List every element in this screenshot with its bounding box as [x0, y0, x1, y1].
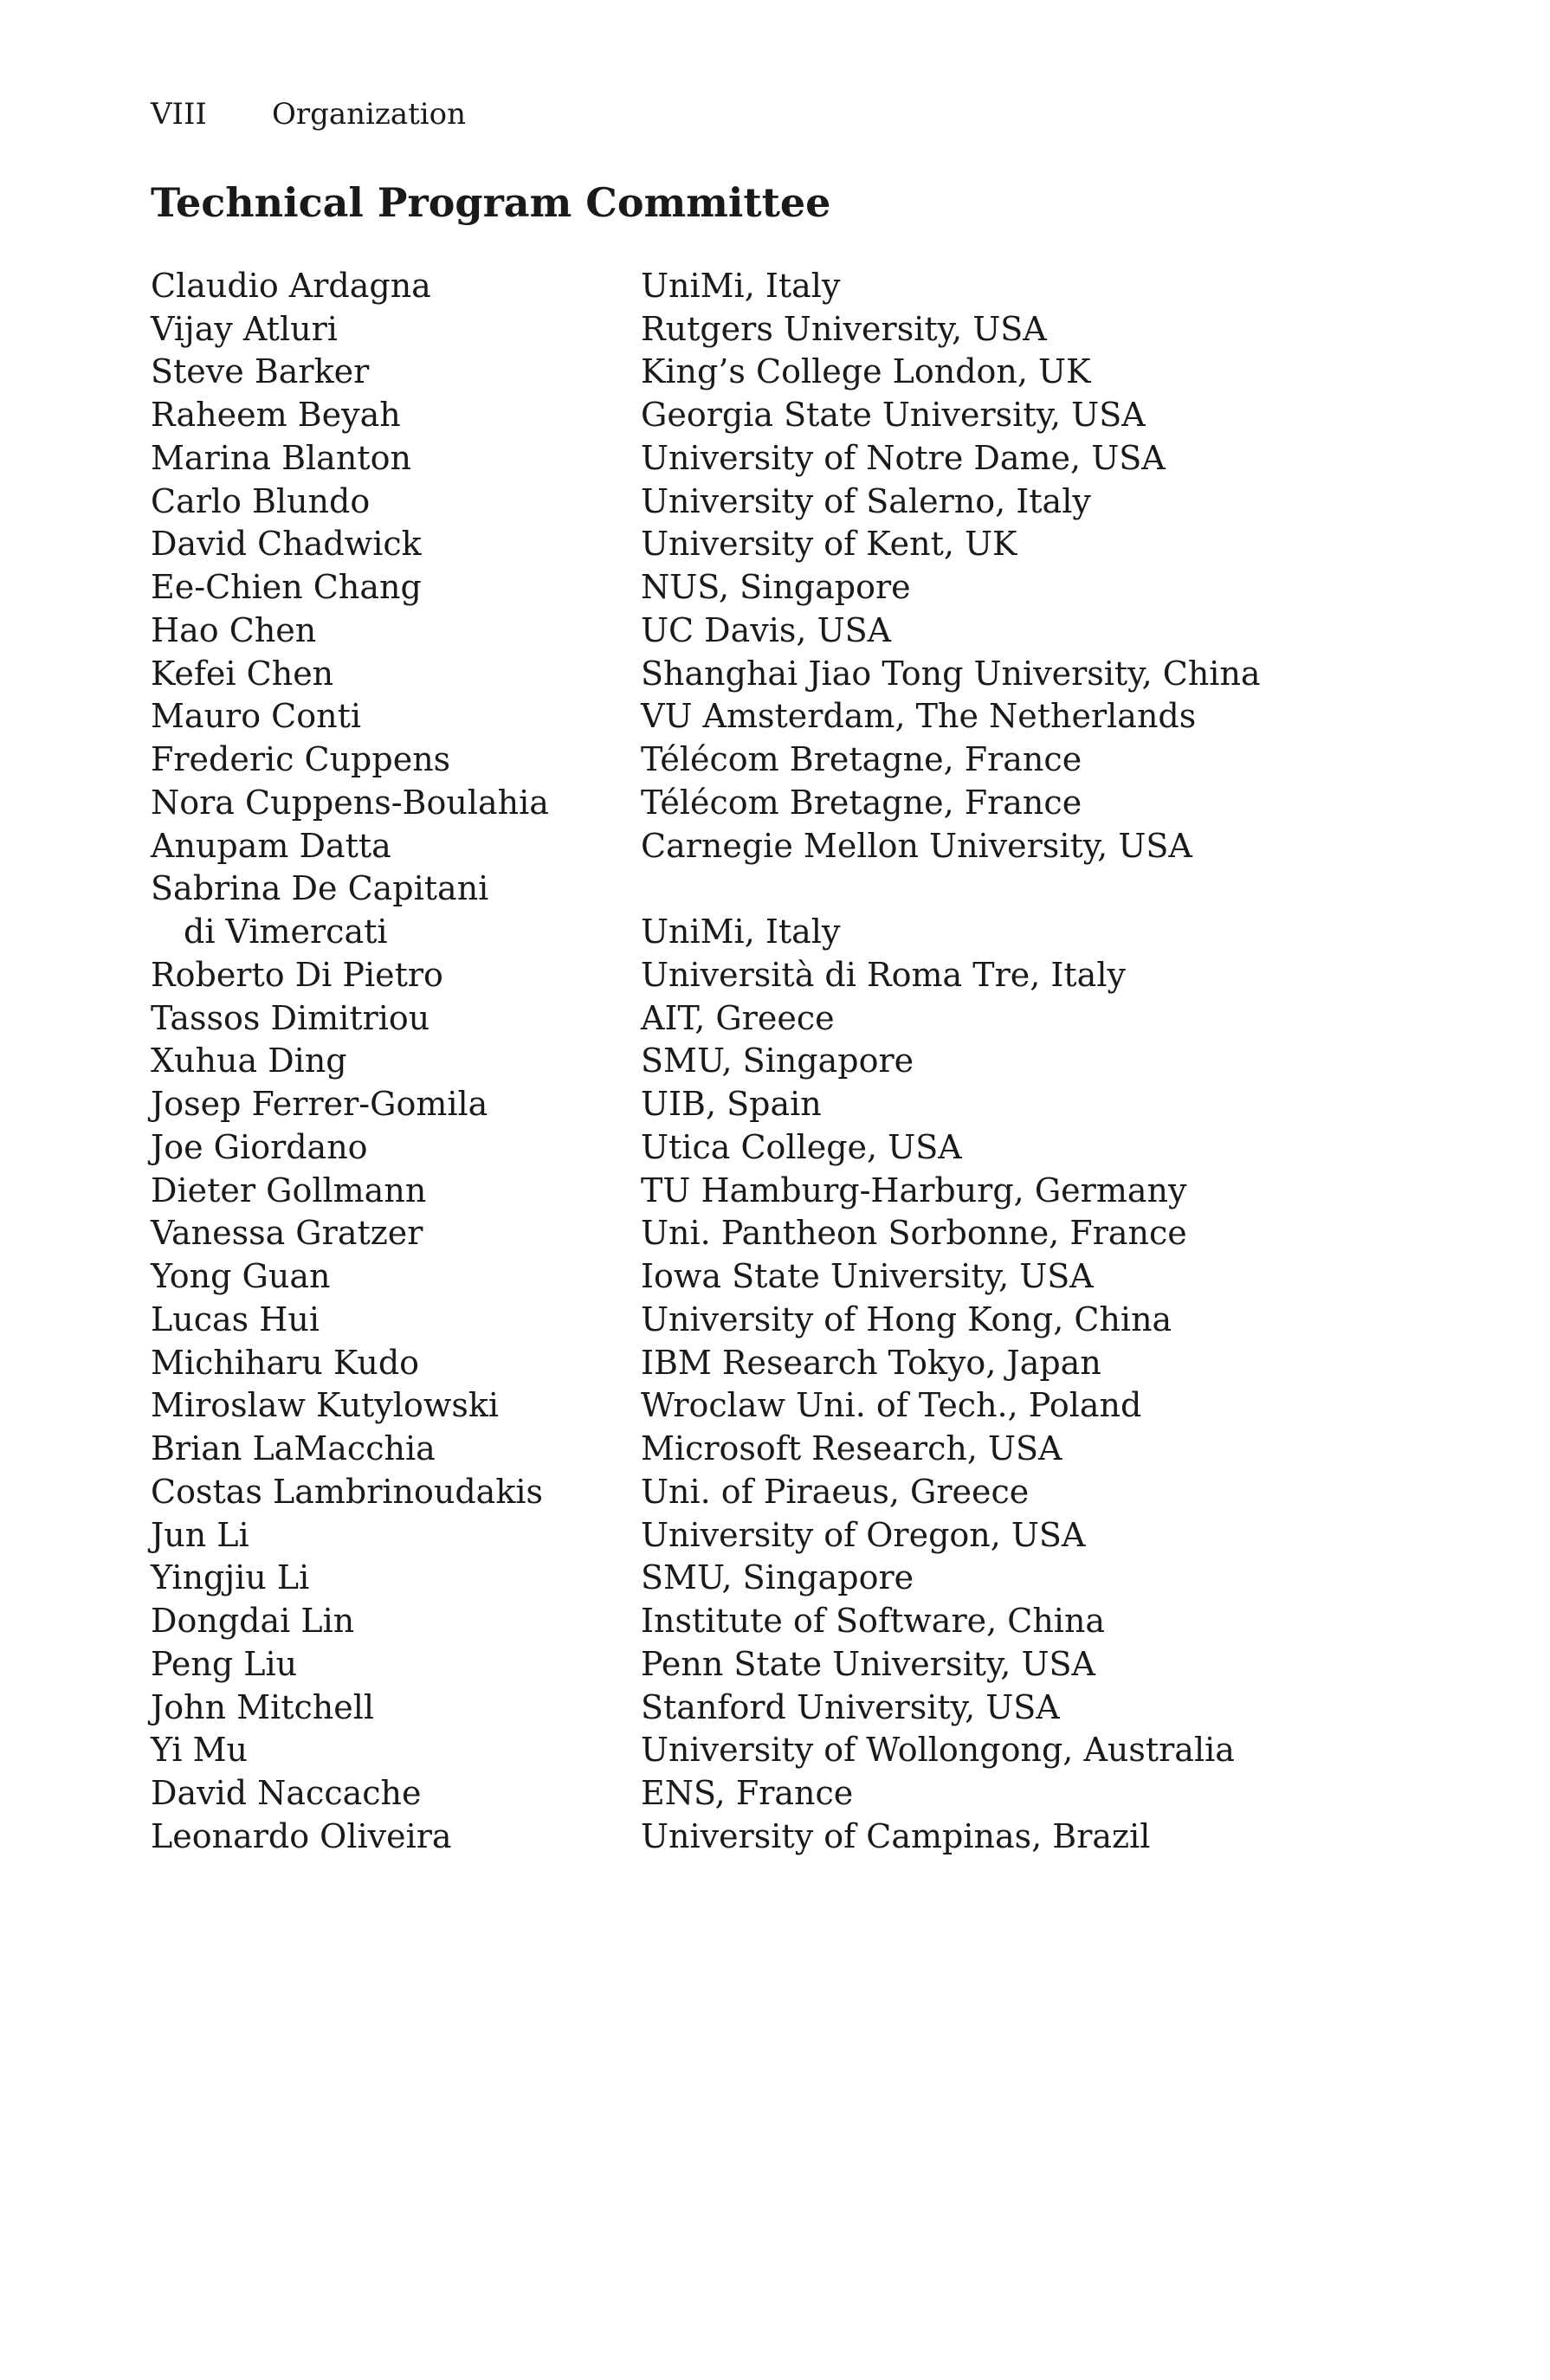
committee-row	[151, 1470, 1398, 1513]
committee-row	[151, 1169, 1398, 1212]
member-affiliation: University of Salerno, Italy	[641, 481, 1091, 520]
member-name: John Mitchell	[151, 1687, 375, 1726]
member-affiliation: Iowa State University, USA	[641, 1257, 1094, 1296]
committee-row	[151, 1082, 1398, 1126]
member-affiliation: Utica College, USA	[641, 1127, 962, 1166]
member-name: Ee-Chien Chang	[151, 568, 422, 607]
committee-row	[151, 565, 1398, 609]
committee-row	[151, 264, 1398, 307]
committee-row	[151, 1642, 1398, 1686]
member-affiliation: Shanghai Jiao Tong University, China	[641, 654, 1261, 693]
member-name: Marina Blanton	[151, 438, 411, 477]
member-name: Costas Lambrinoudakis	[151, 1472, 544, 1511]
member-affiliation: AIT, Greece	[641, 998, 835, 1037]
member-affiliation: Penn State University, USA	[641, 1644, 1095, 1683]
member-name: David Naccache	[151, 1774, 422, 1813]
member-affiliation: UC Davis, USA	[641, 610, 892, 649]
committee-row	[151, 1729, 1398, 1772]
committee-row	[151, 1686, 1398, 1729]
member-name: Tassos Dimitriou	[151, 998, 430, 1037]
member-name: Josep Ferrer-Gomila	[151, 1085, 488, 1124]
member-affiliation: UIB, Spain	[641, 1085, 822, 1124]
committee-row	[151, 781, 1398, 824]
member-name: Steve Barker	[151, 352, 370, 391]
member-name: Kefei Chen	[151, 654, 334, 693]
committee-row	[151, 1384, 1398, 1428]
member-affiliation: Télécom Bretagne, France	[641, 783, 1082, 822]
member-name: Sabrina De Capitani	[151, 869, 489, 908]
member-name: Dieter Gollmann	[151, 1171, 427, 1209]
member-affiliation: Stanford University, USA	[641, 1687, 1060, 1726]
member-affiliation: Microsoft Research, USA	[641, 1429, 1062, 1468]
committee-row	[151, 1341, 1398, 1384]
member-affiliation: Uni. of Piraeus, Greece	[641, 1472, 1030, 1511]
committee-row	[151, 351, 1398, 394]
committee-row	[151, 1427, 1398, 1470]
member-affiliation: Télécom Bretagne, France	[641, 740, 1082, 779]
member-affiliation: ENS, France	[641, 1774, 854, 1813]
member-name: Yi Mu	[151, 1731, 249, 1770]
running-title: Organization	[272, 97, 467, 132]
member-name: Xuhua Ding	[151, 1042, 347, 1080]
committee-row	[151, 609, 1398, 652]
member-affiliation: Uni. Pantheon Sorbonne, France	[641, 1214, 1187, 1253]
member-affiliation: IBM Research Tokyo, Japan	[641, 1343, 1101, 1382]
section-title: Technical Program Committee	[151, 179, 831, 226]
member-affiliation: Carnegie Mellon University, USA	[641, 826, 1192, 865]
member-affiliation: SMU, Singapore	[641, 1558, 914, 1597]
committee-row	[151, 738, 1398, 781]
member-affiliation: SMU, Singapore	[641, 1042, 914, 1080]
member-name: Vanessa Gratzer	[151, 1214, 423, 1253]
committee-row	[151, 997, 1398, 1040]
member-name: Raheem Beyah	[151, 396, 401, 435]
member-name: Lucas Hui	[151, 1300, 320, 1338]
committee-row	[151, 1040, 1398, 1083]
committee-row	[151, 436, 1398, 480]
committee-row	[151, 910, 1398, 953]
member-name: di Vimercati	[184, 913, 388, 951]
member-affiliation: UniMi, Italy	[641, 913, 841, 951]
committee-row	[151, 824, 1398, 868]
member-name: Mauro Conti	[151, 697, 362, 736]
member-affiliation: King’s College London, UK	[641, 352, 1091, 391]
member-name: Jun Li	[151, 1515, 249, 1554]
member-name: Anupam Datta	[151, 826, 391, 865]
member-name: Dongdai Lin	[151, 1602, 355, 1641]
committee-row	[151, 1513, 1398, 1557]
member-name: Frederic Cuppens	[151, 740, 451, 779]
page-number: VIII	[151, 97, 207, 132]
member-name: Joe Giordano	[151, 1127, 368, 1166]
committee-row	[151, 1254, 1398, 1298]
member-name: Yong Guan	[151, 1257, 331, 1296]
committee-row	[151, 1126, 1398, 1169]
committee-row	[151, 480, 1398, 523]
committee-row	[151, 523, 1398, 566]
member-name: Carlo Blundo	[151, 481, 371, 520]
member-affiliation: TU Hamburg-Harburg, Germany	[641, 1171, 1187, 1209]
member-name: Peng Liu	[151, 1644, 298, 1683]
committee-row	[151, 652, 1398, 695]
member-name: Roberto Di Pietro	[151, 955, 443, 994]
committee-row	[151, 393, 1398, 436]
member-affiliation: Institute of Software, China	[641, 1602, 1106, 1641]
member-affiliation: UniMi, Italy	[641, 266, 841, 305]
member-affiliation: University of Campinas, Brazil	[641, 1816, 1151, 1855]
committee-row	[151, 1212, 1398, 1255]
committee-row	[151, 1557, 1398, 1600]
member-affiliation: VU Amsterdam, The Netherlands	[641, 697, 1197, 736]
running-head	[151, 94, 466, 135]
member-name: Claudio Ardagna	[151, 266, 431, 305]
member-name: Hao Chen	[151, 610, 317, 649]
committee-row	[151, 307, 1398, 351]
member-affiliation: Georgia State University, USA	[641, 396, 1146, 435]
committee-row	[151, 1599, 1398, 1642]
committee-row	[151, 1298, 1398, 1341]
member-affiliation: Università di Roma Tre, Italy	[641, 955, 1126, 994]
member-name: Brian LaMacchia	[151, 1429, 436, 1468]
member-name: Yingjiu Li	[151, 1558, 310, 1597]
member-name: Leonardo Oliveira	[151, 1816, 452, 1855]
member-name: Vijay Atluri	[151, 309, 338, 348]
committee-row	[151, 1771, 1398, 1815]
committee-row	[151, 695, 1398, 739]
member-name: David Chadwick	[151, 525, 422, 564]
member-affiliation: University of Wollongong, Australia	[641, 1731, 1235, 1770]
committee-row	[151, 868, 1398, 911]
committee-row	[151, 953, 1398, 997]
member-affiliation: NUS, Singapore	[641, 568, 911, 607]
member-affiliation: University of Oregon, USA	[641, 1515, 1086, 1554]
member-affiliation: University of Kent, UK	[641, 525, 1017, 564]
committee-row	[151, 1815, 1398, 1858]
member-affiliation: University of Notre Dame, USA	[641, 438, 1166, 477]
member-name: Miroslaw Kutylowski	[151, 1386, 500, 1425]
committee-list	[151, 264, 1398, 1858]
member-name: Nora Cuppens-Boulahia	[151, 783, 549, 822]
member-name: Michiharu Kudo	[151, 1343, 420, 1382]
member-affiliation: University of Hong Kong, China	[641, 1300, 1172, 1338]
member-affiliation: Wroclaw Uni. of Tech., Poland	[641, 1386, 1142, 1425]
member-affiliation: Rutgers University, USA	[641, 309, 1047, 348]
